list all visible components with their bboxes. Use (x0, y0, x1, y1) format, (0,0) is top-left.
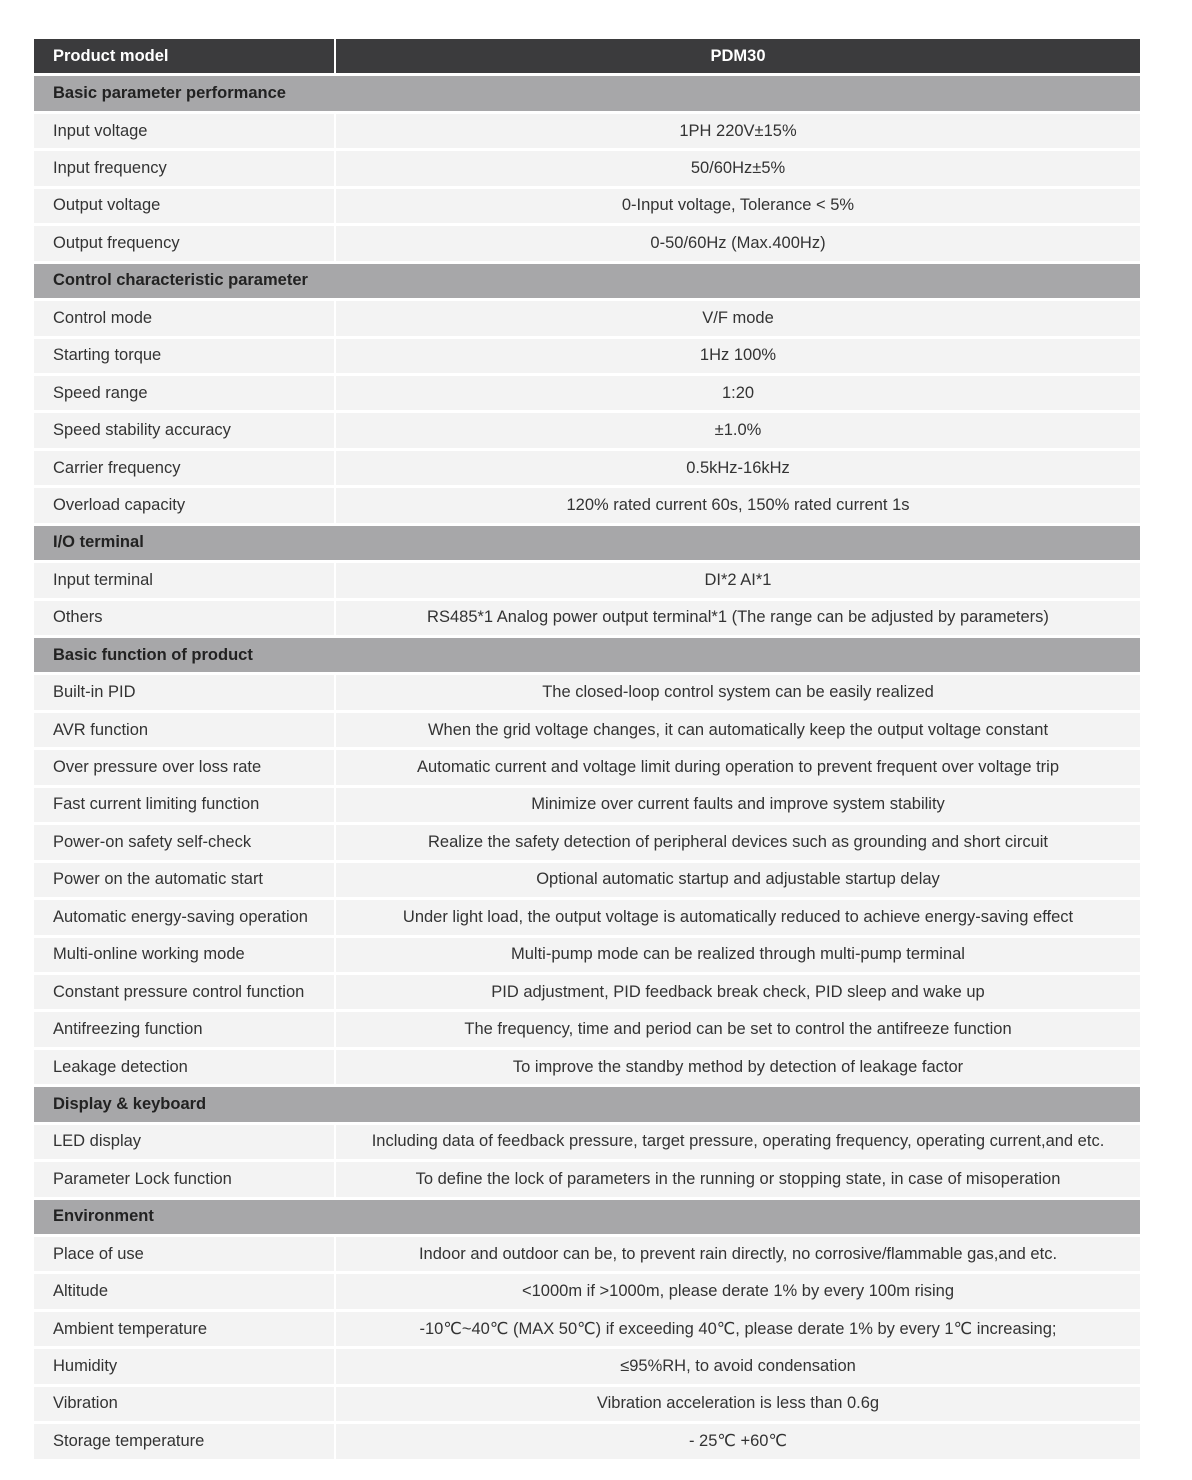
section-title: Control characteristic parameter (34, 264, 1140, 298)
section-title: Environment (34, 1200, 1140, 1234)
row-label: Constant pressure control function (34, 975, 336, 1009)
row-value: - 25℃ +60℃ (336, 1424, 1140, 1458)
row-value: Indoor and outdoor can be, to prevent rain directly, no corrosive/flammable gas,and etc. (336, 1237, 1140, 1271)
row-value: To define the lock of parameters in the running or stopping state, in case of misoperation (336, 1162, 1140, 1196)
section-title: I/O terminal (34, 526, 1140, 560)
row-label: Others (34, 601, 336, 635)
row-label: Input frequency (34, 151, 336, 185)
row-label: Input voltage (34, 114, 336, 148)
row-value: Under light load, the output voltage is automatically reduced to achieve energy-saving effect (336, 900, 1140, 934)
row-value: Minimize over current faults and improve system stability (336, 788, 1140, 822)
table-row (34, 151, 1140, 185)
table-row (34, 488, 1140, 522)
row-label: Antifreezing function (34, 1012, 336, 1046)
table-row (34, 114, 1140, 148)
header-label: Product model (34, 39, 336, 73)
row-label: Overload capacity (34, 488, 336, 522)
row-label: Built-in PID (34, 675, 336, 709)
row-label: Fast current limiting function (34, 788, 336, 822)
table-row (34, 1349, 1140, 1383)
row-value: Multi-pump mode can be realized through multi-pump terminal (336, 938, 1140, 972)
table-row (34, 376, 1140, 410)
section-header-row (34, 1200, 1140, 1234)
row-label: Leakage detection (34, 1050, 336, 1084)
row-value: -10℃~40℃ (MAX 50℃) if exceeding 40℃, please derate 1% by every 1℃ increasing; (336, 1312, 1140, 1346)
row-label: Output voltage (34, 189, 336, 223)
section-title: Display & keyboard (34, 1087, 1140, 1121)
table-row (34, 900, 1140, 934)
table-row (34, 1012, 1140, 1046)
table-row (34, 975, 1140, 1009)
section-title: Basic function of product (34, 638, 1140, 672)
table-row (34, 226, 1140, 260)
row-value: DI*2 AI*1 (336, 563, 1140, 597)
row-value: 1:20 (336, 376, 1140, 410)
row-label: Starting torque (34, 339, 336, 373)
row-label: Input terminal (34, 563, 336, 597)
row-label: Altitude (34, 1274, 336, 1308)
row-label: Power on the automatic start (34, 863, 336, 897)
table-row (34, 825, 1140, 859)
row-value: 0-Input voltage, Tolerance < 5% (336, 189, 1140, 223)
row-value: 0-50/60Hz (Max.400Hz) (336, 226, 1140, 260)
table-row (34, 750, 1140, 784)
row-value: 120% rated current 60s, 150% rated current 1s (336, 488, 1140, 522)
header-model: PDM30 (336, 39, 1140, 73)
spec-body (34, 76, 1140, 1458)
row-value: When the grid voltage changes, it can automatically keep the output voltage constant (336, 713, 1140, 747)
table-row (34, 1312, 1140, 1346)
row-label: Output frequency (34, 226, 336, 260)
table-row (34, 413, 1140, 447)
row-value: Optional automatic startup and adjustable startup delay (336, 863, 1140, 897)
table-row (34, 863, 1140, 897)
row-label: Storage temperature (34, 1424, 336, 1458)
row-value: 0.5kHz-16kHz (336, 451, 1140, 485)
row-value: 1Hz 100% (336, 339, 1140, 373)
table-row (34, 1387, 1140, 1421)
table-row (34, 938, 1140, 972)
table-header-row (34, 39, 1140, 73)
row-value: ≤95%RH, to avoid condensation (336, 1349, 1140, 1383)
spec-table (34, 36, 1140, 1462)
section-header-row (34, 264, 1140, 298)
section-header-row (34, 526, 1140, 560)
table-row (34, 601, 1140, 635)
row-value: ±1.0% (336, 413, 1140, 447)
row-value: <1000m if >1000m, please derate 1% by every 100m rising (336, 1274, 1140, 1308)
row-label: LED display (34, 1125, 336, 1159)
table-row (34, 189, 1140, 223)
row-label: Carrier frequency (34, 451, 336, 485)
row-label: Speed stability accuracy (34, 413, 336, 447)
table-row (34, 713, 1140, 747)
table-row (34, 451, 1140, 485)
row-value: PID adjustment, PID feedback break check, PID sleep and wake up (336, 975, 1140, 1009)
table-row (34, 1162, 1140, 1196)
row-value: Automatic current and voltage limit during operation to prevent frequent over voltage trip (336, 750, 1140, 784)
row-value: RS485*1 Analog power output terminal*1 (The range can be adjusted by parameters) (336, 601, 1140, 635)
row-value: Realize the safety detection of peripheral devices such as grounding and short circuit (336, 825, 1140, 859)
row-value: 50/60Hz±5% (336, 151, 1140, 185)
row-value: The frequency, time and period can be set to control the antifreeze function (336, 1012, 1140, 1046)
section-header-row (34, 638, 1140, 672)
row-label: Control mode (34, 301, 336, 335)
table-row (34, 1237, 1140, 1271)
row-label: Multi-online working mode (34, 938, 336, 972)
row-label: Vibration (34, 1387, 336, 1421)
table-row (34, 1274, 1140, 1308)
section-header-row (34, 76, 1140, 110)
row-label: AVR function (34, 713, 336, 747)
table-row (34, 563, 1140, 597)
section-title: Basic parameter performance (34, 76, 1140, 110)
row-label: Humidity (34, 1349, 336, 1383)
section-header-row (34, 1087, 1140, 1121)
row-value: 1PH 220V±15% (336, 114, 1140, 148)
table-row (34, 1125, 1140, 1159)
table-row (34, 788, 1140, 822)
table-row (34, 339, 1140, 373)
row-label: Power-on safety self-check (34, 825, 336, 859)
row-label: Speed range (34, 376, 336, 410)
table-row (34, 1424, 1140, 1458)
row-label: Automatic energy-saving operation (34, 900, 336, 934)
row-value: Vibration acceleration is less than 0.6g (336, 1387, 1140, 1421)
row-label: Ambient temperature (34, 1312, 336, 1346)
row-value: Including data of feedback pressure, target pressure, operating frequency, operating current,and etc. (336, 1125, 1140, 1159)
row-value: V/F mode (336, 301, 1140, 335)
row-value: To improve the standby method by detection of leakage factor (336, 1050, 1140, 1084)
row-value: The closed-loop control system can be easily realized (336, 675, 1140, 709)
table-row (34, 1050, 1140, 1084)
table-row (34, 301, 1140, 335)
row-label: Over pressure over loss rate (34, 750, 336, 784)
row-label: Parameter Lock function (34, 1162, 336, 1196)
row-label: Place of use (34, 1237, 336, 1271)
table-row (34, 675, 1140, 709)
